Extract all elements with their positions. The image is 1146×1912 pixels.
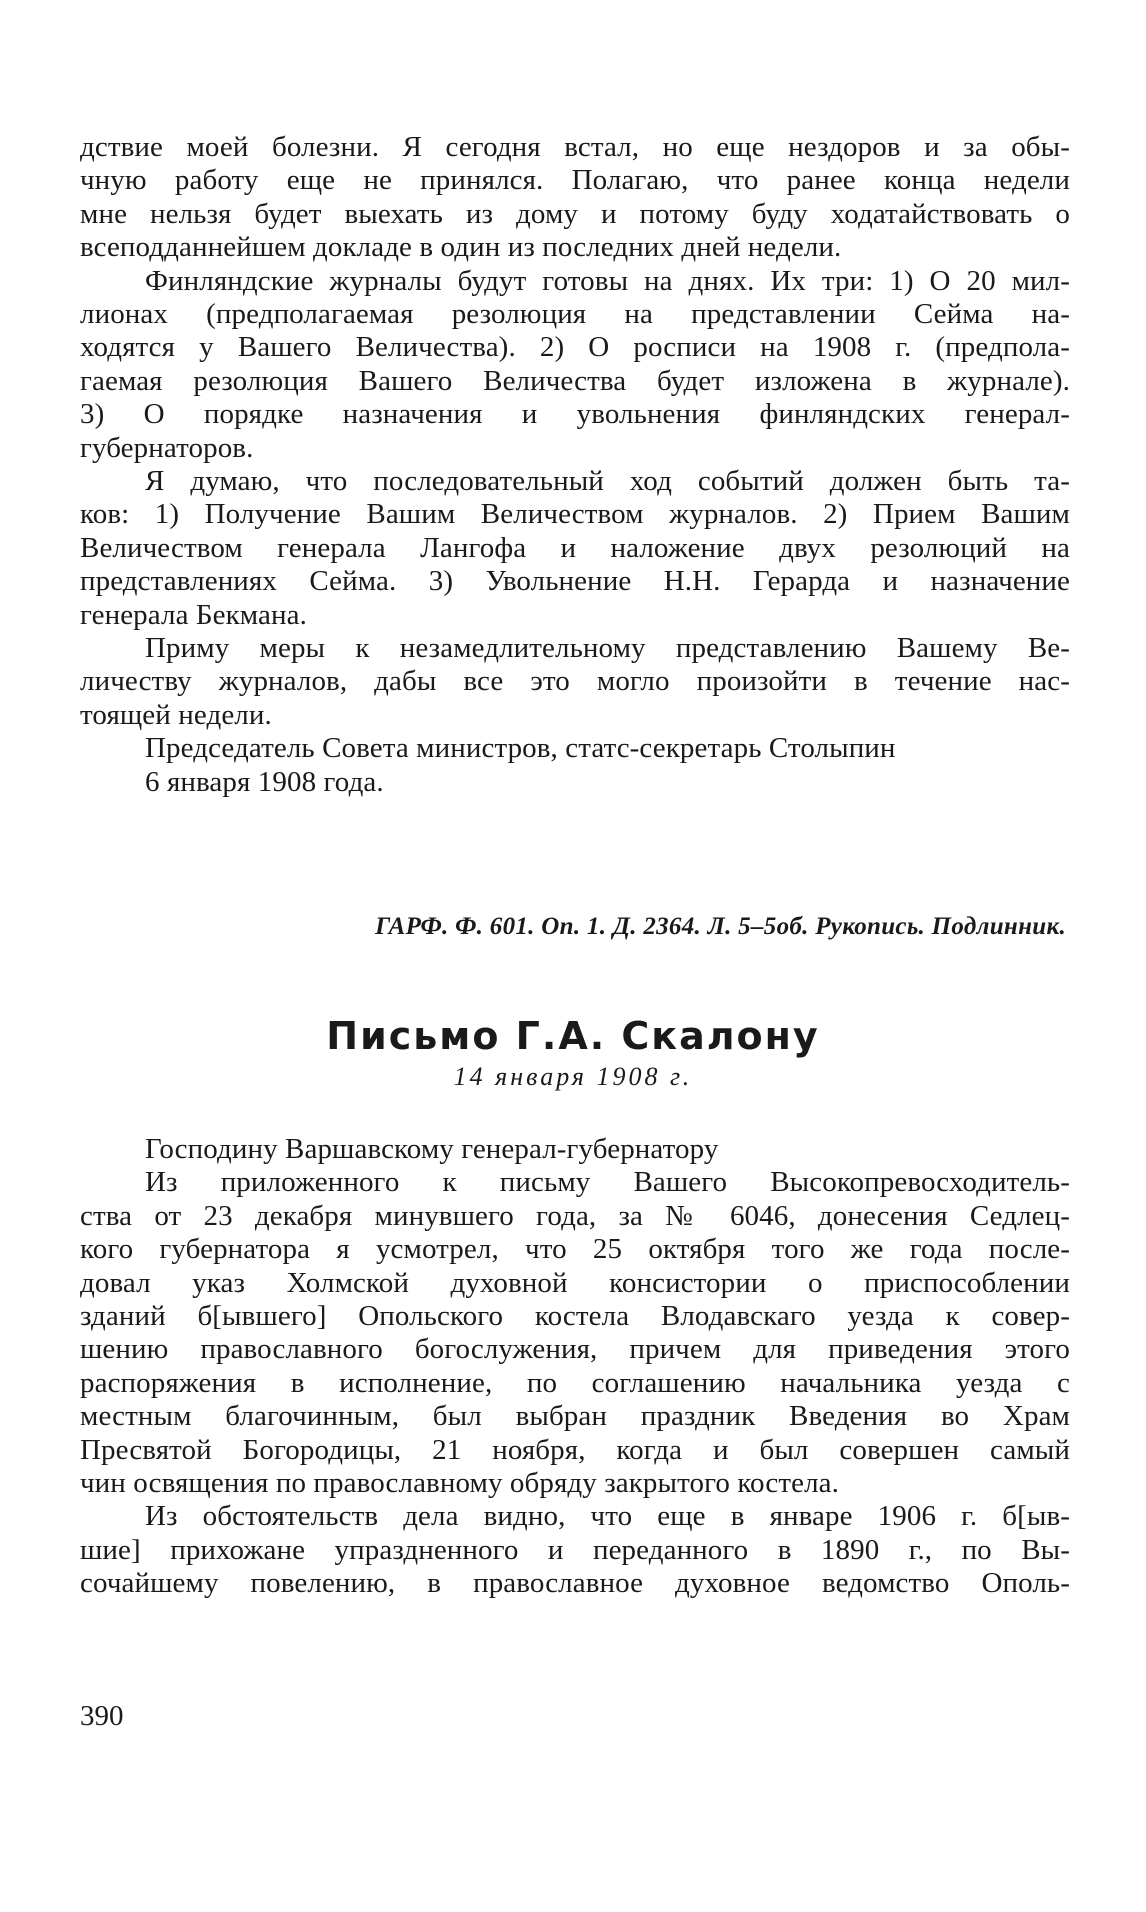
text-line: чную работу еще не принялся. Полагаю, что ранее конца недели [80, 164, 1070, 197]
text-line: 6 января 1908 года. [145, 765, 384, 798]
text-line: генерала Бекмана. [80, 598, 307, 631]
text-line: шению православного богослужения, причем для приведения этого [80, 1333, 1070, 1366]
text-line: личеству журналов, дабы все это могло произойти в течение нас- [80, 665, 1070, 698]
text-line: Финляндские журналы будут готовы на днях. Их три: 1) О 20 мил- [145, 264, 1070, 297]
text-line: Из обстоятельств дела видно, что еще в январе 1906 г. б[ыв- [145, 1500, 1070, 1533]
text-line: Из приложенного к письму Вашего Высокопревосходитель- [145, 1166, 1070, 1199]
letter-date: 14 января 1908 г. [453, 1062, 693, 1091]
text-line: распоряжения в исполнение, по соглашению начальника уезда с [80, 1366, 1070, 1399]
text-line: ходятся у Вашего Величества). 2) О росписи на 1908 г. (предпола- [80, 331, 1070, 364]
text-line: Господину Варшавскому генерал-губернатору [145, 1133, 719, 1165]
text-line: тоящей недели. [80, 698, 272, 731]
text-line: мне нельзя будет выехать из дому и потому буду ходатайствовать о [80, 197, 1070, 230]
text-line: шие] прихожане упраздненного и переданного в 1890 г., по Вы- [80, 1533, 1070, 1566]
text-line: ков: 1) Получение Вашим Величеством журналов. 2) Прием Вашим [80, 498, 1070, 531]
archive-source-note: ГАРФ. Ф. 601. Оп. 1. Д. 2364. Л. 5–5об. Рукопись. Подлинник. [375, 913, 1066, 940]
text-line: всеподданнейшем докладе в один из последних дней недели. [80, 231, 842, 264]
text-line: зданий б[ывшего] Опольского костела Влодавскаго уезда к совер- [80, 1300, 1070, 1332]
text-line: местным благочинным, был выбран праздник Введения во Храм [80, 1400, 1070, 1433]
text-line: кого губернатора я усмотрел, что 25 октября того же года после- [80, 1233, 1070, 1266]
text-line: довал указ Холмской духовной консистории о приспособлении [80, 1266, 1070, 1299]
text-line: ства от 23 декабря минувшего года, за № 6046, донесения Седлец- [80, 1199, 1070, 1232]
text-line: Я думаю, что последовательный ход событий должен быть та- [145, 465, 1070, 497]
text-line: губернаторов. [80, 431, 254, 464]
text-line: Пресвятой Богородицы, 21 ноября, когда и был совершен самый [80, 1433, 1070, 1466]
text-line: представлениях Сейма. 3) Увольнение Н.Н. Герарда и назначение [80, 565, 1070, 598]
text-line: Председатель Совета министров, статс-секретарь Столыпин [145, 732, 896, 765]
text-line: дствие моей болезни. Я сегодня встал, но еще нездоров и за обы- [80, 131, 1070, 163]
text-line: чин освящения по православному обряду закрытого костела. [80, 1467, 839, 1499]
text-line: сочайшему повелению, в православное духовное ведомство Ополь- [80, 1567, 1070, 1600]
text-line: Величеством генерала Лангофа и наложение двух резолюций на [80, 531, 1070, 564]
letter-title: Письмо Г.А. Скалону [326, 1014, 820, 1058]
text-line: гаемая резолюция Вашего Величества будет изложена в журнале). [80, 364, 1070, 397]
text-line: лионах (предполагаемая резолюция на представлении Сейма на- [80, 298, 1070, 330]
text-line: Приму меры к незамедлительному представлению Вашему Ве- [145, 632, 1070, 664]
text-line: 3) О порядке назначения и увольнения финляндских генерал- [80, 398, 1070, 431]
page-number: 390 [80, 1700, 124, 1732]
